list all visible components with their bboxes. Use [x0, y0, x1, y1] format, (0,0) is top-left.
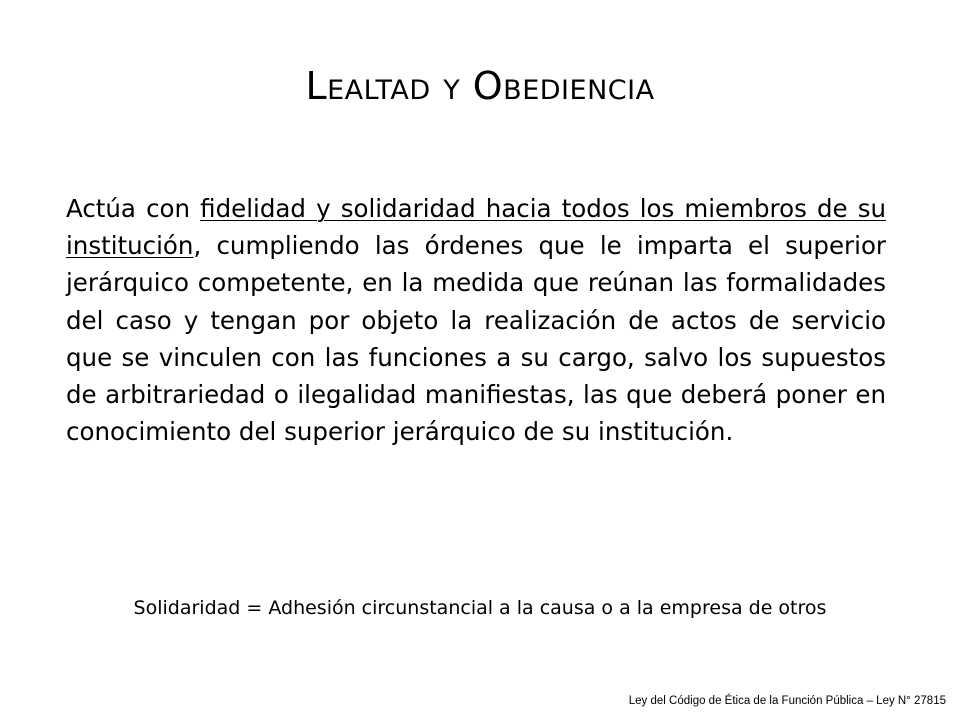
slide-body-text [66, 190, 886, 450]
body-underlined-phrase: fidelidad y solidaridad hacia todos los miembros de su institución [66, 194, 886, 261]
body-rest: , cumpliendo las órdenes que le imparta el superior jerárquico competente, en la medida que reúnan las formalidades del caso y tengan por objeto la realización de actos de servicio que se vinculen con las funciones a su cargo, salvo los supuestos de arbitrariedad o ilegalidad manifiestas, las que deberá poner en conocimiento del superior jerárquico de su institución. [66, 231, 886, 447]
body-intro: Actúa con [66, 194, 201, 223]
slide-title: Lealtad y Obediencia [305, 64, 655, 108]
solidaridad-definition: Solidaridad = Adhesión circunstancial a la causa o a la empresa de otros [133, 597, 827, 619]
footer-source-citation: Ley del Código de Ética de la Función Pública – Ley N° 27815 [628, 695, 946, 707]
